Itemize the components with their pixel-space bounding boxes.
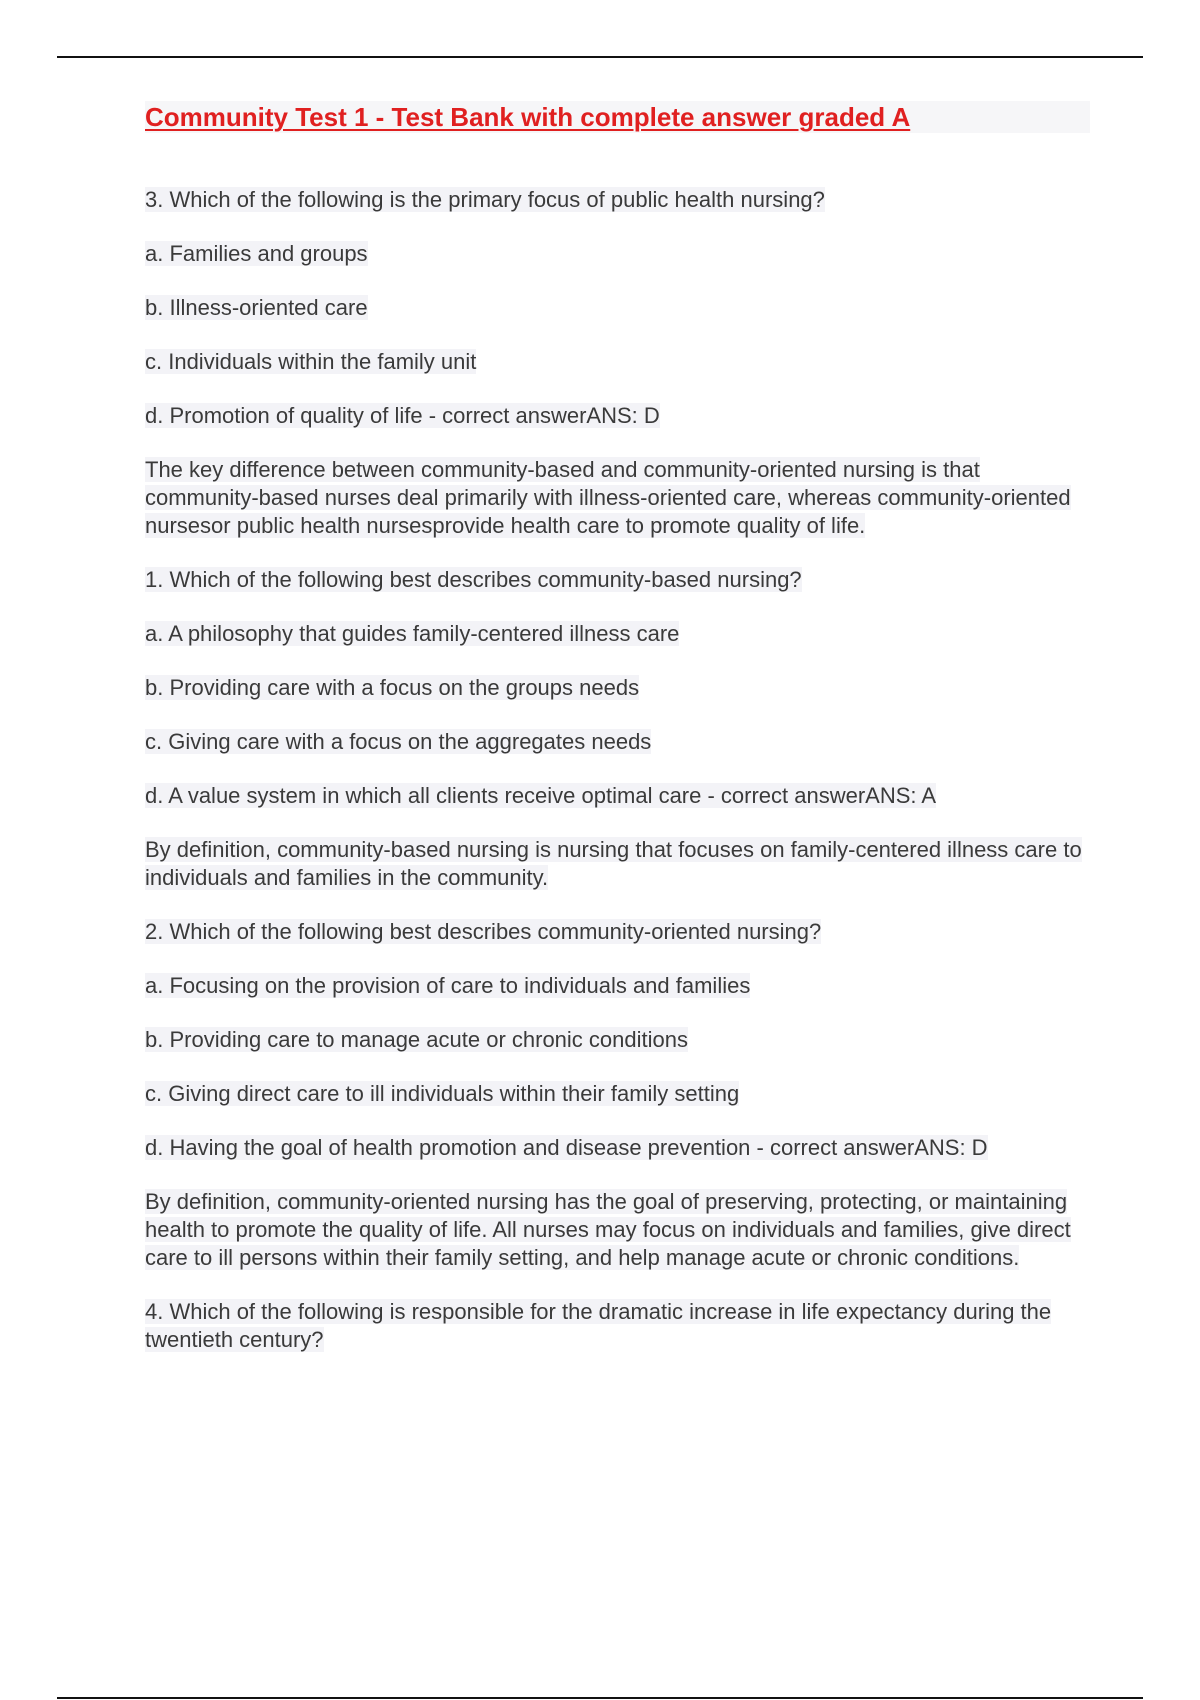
question-1-option-c: c. Giving care with a focus on the aggregates needs: [145, 729, 652, 754]
question-1-option-d: d. A value system in which all clients receive optimal care - correct answerANS: A: [145, 783, 937, 808]
question-1-option-b: b. Providing care with a focus on the groups needs: [145, 675, 640, 700]
question-3-explanation: The key difference between community-based and community-oriented nursing is that community-based nurses deal primarily with illness-oriented care, whereas community-oriented nursesor public health nursesprovide health care to promote quality of life.: [145, 457, 1071, 538]
question-2-explanation: By definition, community-oriented nursing has the goal of preserving, protecting, or maintaining health to promote the quality of life. All nurses may focus on individuals and families, give direct care to ill persons within their family setting, and help manage acute or chronic conditions.: [145, 1189, 1071, 1270]
question-3-option-c: c. Individuals within the family unit: [145, 349, 477, 374]
question-3-option-b: b. Illness-oriented care: [145, 295, 368, 320]
question-2: 2. Which of the following best describes community-oriented nursing?: [145, 919, 822, 944]
top-rule: [57, 56, 1143, 58]
question-2-option-a: a. Focusing on the provision of care to individuals and families: [145, 973, 751, 998]
question-2-option-c: c. Giving direct care to ill individuals within their family setting: [145, 1081, 740, 1106]
question-4: 4. Which of the following is responsible for the dramatic increase in life expectancy during the twentieth century?: [145, 1299, 1052, 1352]
question-3-option-d: d. Promotion of quality of life - correct answerANS: D: [145, 403, 660, 428]
bottom-rule: [57, 1697, 1143, 1699]
document-title: Community Test 1 - Test Bank with complete answer graded A: [145, 101, 1090, 133]
question-1-explanation: By definition, community-based nursing is nursing that focuses on family-centered illness care to individuals and families in the community.: [145, 837, 1082, 890]
document-body: [145, 101, 1090, 1380]
question-3-option-a: a. Families and groups: [145, 241, 368, 266]
question-3: 3. Which of the following is the primary focus of public health nursing?: [145, 187, 825, 212]
question-1-option-a: a. A philosophy that guides family-centered illness care: [145, 621, 680, 646]
question-2-option-d: d. Having the goal of health promotion and disease prevention - correct answerANS: D: [145, 1135, 988, 1160]
question-1: 1. Which of the following best describes community-based nursing?: [145, 567, 802, 592]
question-2-option-b: b. Providing care to manage acute or chronic conditions: [145, 1027, 688, 1052]
